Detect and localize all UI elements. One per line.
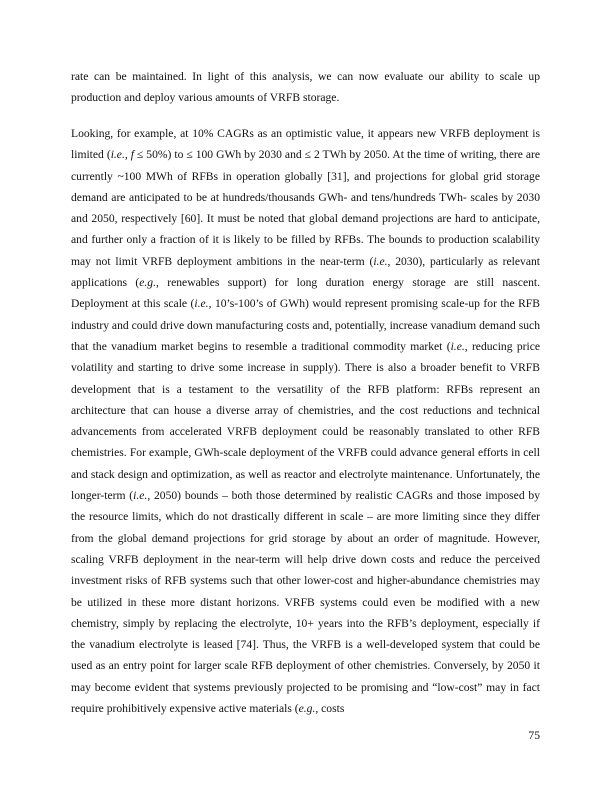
text-run: rate can be maintained. In light of this analysis, we can now evaluate our ability to scale up production and deploy various amounts of VRFB storage. — [71, 70, 540, 105]
text-run: ≤ 50%) to ≤ 100 GWh by 2030 and ≤ 2 TWh by 2050. At the time of writing, there are currently ~100 MWh of RFBs in operation globally [31], and projections for global grid storage demand are anticipated to be at hundreds/thousands GWh- and tens/hundreds TWh- scales by 2030 and 2050, respectively [60]. It must be noted that global demand projections are hard to anticipate, and further only a fraction of it is likely to be filled by RFBs. The bounds to production scalability may not limit VRFB deployment ambitions in the near-term ( — [71, 148, 540, 268]
italic-text: i.e. — [194, 297, 209, 311]
text-run: , renewables support) for long duration energy storage are still nascent. Deployment at this scale ( — [71, 276, 541, 311]
page-number: 75 — [528, 729, 540, 742]
italic-text: i.e. — [450, 339, 465, 353]
italic-text: i.e. — [373, 254, 388, 268]
paragraph-1 — [71, 66, 540, 109]
italic-text: e.g. — [139, 276, 156, 290]
paragraph-2 — [71, 123, 540, 719]
text-run: , 10’s-100’s of GWh) would represent promising scale-up for the RFB industry and could drive down manufacturing costs and, potentially, increase vanadium demand such that the vanadium market begins to resemble a traditional commodity market ( — [71, 297, 540, 353]
text-run: , costs — [315, 702, 345, 716]
italic-text: i.e. — [133, 489, 148, 503]
text-run: , 2050) bounds – both those determined by realistic CAGRs and those imposed by the resource limits, which do not drastically different in scale – are more limiting since they differ from the global demand projections for grid storage by about an order of magnitude. However, scaling VRFB deployment in the near-term will help drive down costs and reduce the perceived investment risks of RFB systems such that other lower-cost and higher-abundance chemistries may be utilized in these more distant horizons. VRFB systems could even be modified with a new chemistry, simply by replacing the electrolyte, 10+ years into the RFB’s deployment, especially if the vanadium electrolyte is leased [74]. Thus, the VRFB is a well-developed system that could be used as an entry point for larger scale RFB deployment of other chemistries. Conversely, by 2050 it may become evident that systems previously projected to be promising and “low-cost” may in fact require prohibitively expensive active materials ( — [71, 489, 540, 716]
text-run: , reducing price volatility and starting to drive some increase in supply). There is also a broader benefit to VRFB development that is a testament to the versatility of the RFB platform: RFBs represent an architecture that can house a diverse array of chemistries, and the cost reductions and technical advancements from accelerated VRFB deployment could be reasonably translated to other RFB chemistries. For example, GWh-scale deployment of the VRFB could advance general efforts in cell and stack design and optimization, as well as reactor and electrolyte maintenance. Unfortunately, the longer-term ( — [71, 339, 540, 503]
text-run: Looking, for example, at 10% CAGRs as an optimistic value, it appears new VRFB deployment is limited ( — [71, 127, 540, 162]
italic-text: e.g. — [298, 702, 316, 716]
text-run: , 2030), particularly as relevant applications ( — [71, 254, 540, 290]
italic-text: i.e., f — [110, 148, 134, 162]
